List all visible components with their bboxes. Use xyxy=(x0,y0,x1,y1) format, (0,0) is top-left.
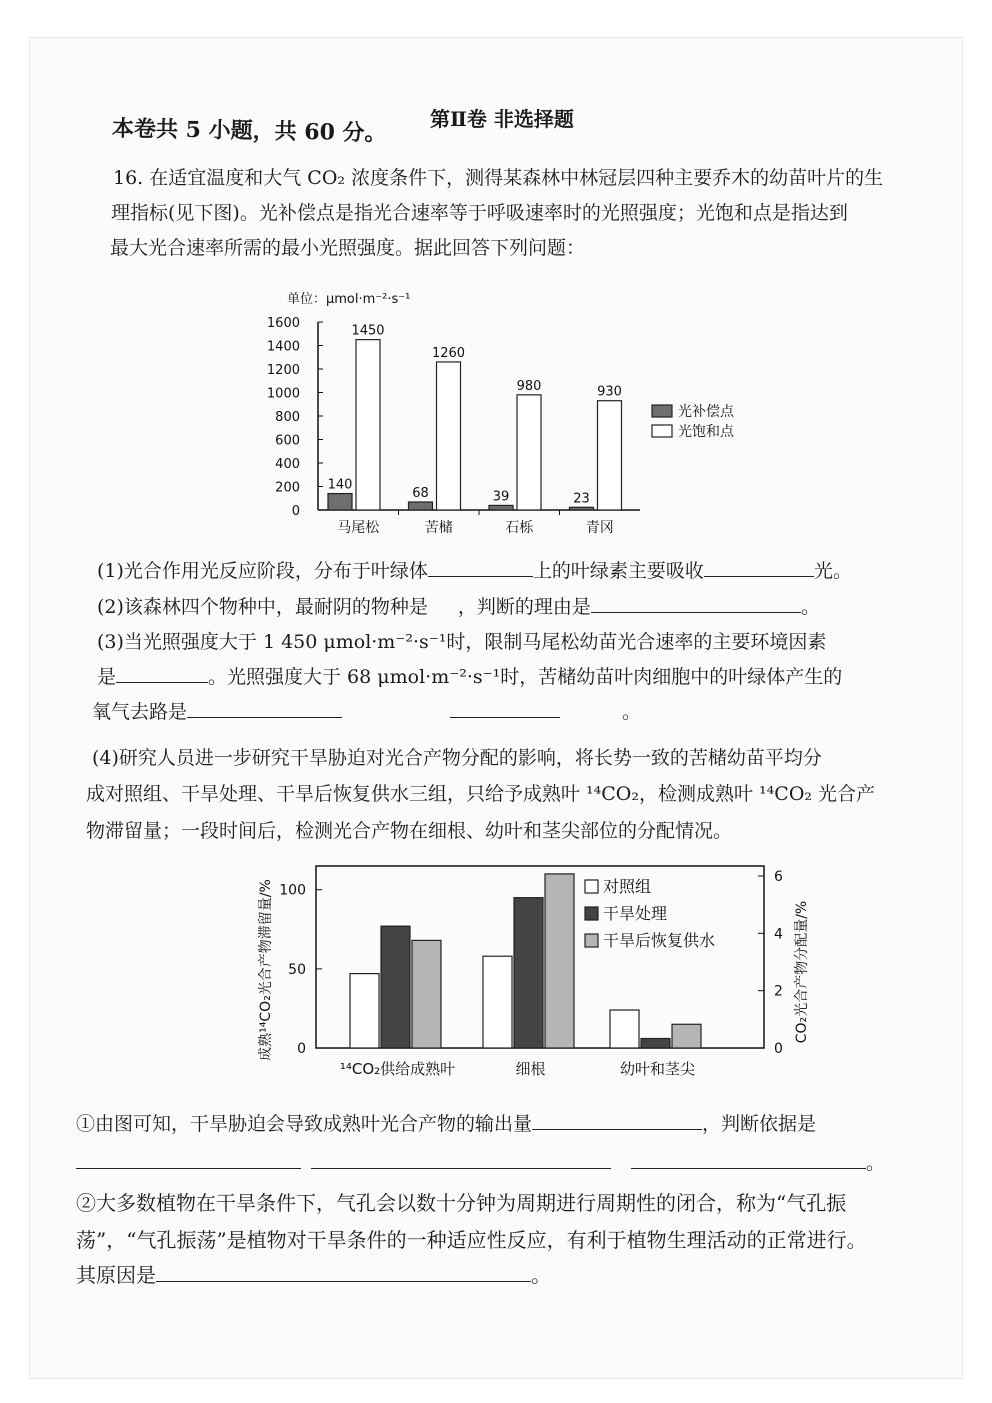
chart1-bar-value-label: 140 xyxy=(327,477,353,493)
q16-stem-line3: 最大光合速率所需的最小光照强度。据此回答下列问题： xyxy=(110,237,586,259)
chart2-legend-label: 干旱后恢复供水 xyxy=(603,931,716,950)
chart2-legend-swatch xyxy=(585,907,598,920)
chart1-bar xyxy=(356,340,380,510)
chart2-category-label: 幼叶和茎尖 xyxy=(619,1060,696,1078)
q3-text-b: 是 xyxy=(97,666,117,688)
chart1-y-tick-label: 400 xyxy=(275,457,300,472)
sub1-line2 xyxy=(76,1150,885,1176)
chart1-bar-value-label: 1450 xyxy=(351,323,385,339)
chart1-bar xyxy=(517,395,541,510)
chart2-bar xyxy=(514,898,543,1048)
chart1-bar-value-label: 23 xyxy=(573,491,590,507)
chart2-bar xyxy=(545,874,574,1048)
q3-text-c: 。光照强度大于 68 μmol·m⁻²·s⁻¹时，苦槠幼苗叶肉细胞中的叶绿体产生的 xyxy=(208,666,843,688)
sub1-blank3[interactable] xyxy=(311,1150,611,1169)
chart2-bar xyxy=(483,956,512,1048)
q2-line xyxy=(97,594,820,620)
q1-text-c: 光。 xyxy=(813,560,852,582)
q1-blank2[interactable] xyxy=(704,558,814,577)
sub1-text-a: ①由图可知，干旱胁迫会导致成熟叶光合产物的输出量 xyxy=(76,1113,533,1135)
chart1-bar-value-label: 930 xyxy=(597,384,622,400)
chart1-category-label: 马尾松 xyxy=(337,520,380,536)
chart1-legend-label: 光饱和点 xyxy=(678,424,734,440)
sub2-line1: ②大多数植物在干旱条件下，气孔会以数十分钟为周期进行周期性的闭合，称为“气孔振 xyxy=(76,1191,847,1215)
light-point-chart xyxy=(240,278,780,550)
chart2-category-label: 细根 xyxy=(515,1060,546,1078)
sub2-blank[interactable] xyxy=(156,1263,531,1282)
q3-blank1[interactable] xyxy=(116,664,208,683)
sub2-line3 xyxy=(76,1262,551,1288)
chart1-legend-swatch xyxy=(652,405,672,417)
q16-stem-line1: 16. 在适宜温度和大气 CO₂ 浓度条件下，测得某森林中林冠层四种主要乔木的幼苗叶片的生 xyxy=(113,167,884,189)
q3-blank3[interactable] xyxy=(450,699,560,718)
q3-blank2[interactable] xyxy=(187,699,342,718)
chart2-y-right-tick-label: 0 xyxy=(774,1041,783,1057)
sub1-text-b: ，判断依据是 xyxy=(702,1113,817,1135)
q2-text-b: ，判断的理由是 xyxy=(457,596,591,618)
chart1-y-tick-label: 1600 xyxy=(266,316,300,331)
chart2-y-right-tick-label: 2 xyxy=(774,983,783,1000)
chart2-y-right-tick-label: 6 xyxy=(774,869,783,885)
sub1-end: 。 xyxy=(866,1152,886,1174)
chart1-bar xyxy=(328,494,352,510)
q3-line2 xyxy=(97,664,842,690)
chart1-bar xyxy=(598,401,622,510)
chart1-bar xyxy=(489,505,513,510)
chart1-category-label: 石栎 xyxy=(505,520,534,536)
chart1-bar xyxy=(437,362,461,510)
chart1-y-tick-label: 1400 xyxy=(266,339,300,355)
chart1-bar-value-label: 68 xyxy=(412,486,429,502)
chart2-bar xyxy=(641,1039,670,1048)
q4-line2: 成对照组、干旱处理、干旱后恢复供水三组，只给予成熟叶 ¹⁴CO₂，检测成熟叶 ¹⁴CO₂ 光合产 xyxy=(86,783,876,805)
chart2-bars xyxy=(350,874,701,1048)
chart2-bar xyxy=(350,974,379,1048)
chart2-y-right-tick-label: 4 xyxy=(774,926,783,943)
chart1-y-tick-label: 1200 xyxy=(266,363,300,378)
chart1-bar xyxy=(409,502,433,510)
chart1-bar-value-label: 39 xyxy=(492,489,510,505)
chart2-y-left-tick-label: 0 xyxy=(297,1041,306,1057)
q1-text-a: (1)光合作用光反应阶段，分布于叶绿体 xyxy=(97,560,428,582)
chart1-unit-label: 单位：μmol·m⁻²·s⁻¹ xyxy=(287,292,411,307)
chart2-bar xyxy=(412,940,441,1048)
chart2-legend-swatch xyxy=(585,934,598,947)
q1-line xyxy=(97,558,852,584)
q16-stem-line2: 理指标(见下图)。光补偿点是指光合速率等于呼吸速率时的光照强度；光饱和点是指达到 xyxy=(111,202,848,224)
chart1-bars xyxy=(328,324,622,510)
chart2-category-label: ¹⁴CO₂供给成熟叶 xyxy=(339,1060,456,1078)
chart1-y-tick-label: 800 xyxy=(275,410,300,425)
chart1-y-tick-label: 200 xyxy=(275,480,300,496)
chart1-bar-value-label: 1260 xyxy=(431,345,466,361)
chart1-y-tick-label: 1000 xyxy=(266,386,300,402)
q2-text-a: (2)该森林四个物种中，最耐阴的物种是 xyxy=(97,596,428,618)
section-title: 第Ⅱ卷 非选择题 xyxy=(430,107,574,131)
chart2-legend-label: 干旱处理 xyxy=(603,904,668,923)
q4-line3: 物滞留量；一段时间后，检测光合产物在细根、幼叶和茎尖部位的分配情况。 xyxy=(86,820,733,842)
chart1-y-tick-label: 0 xyxy=(291,504,300,519)
sub1-blank2[interactable] xyxy=(76,1150,301,1169)
chart2-ylabel-left: 成熟¹⁴CO₂光合产物滞留量/% xyxy=(258,879,274,1061)
section-intro: 本卷共 5 小题，共 60 分。 xyxy=(111,115,387,147)
q2-blank1[interactable] xyxy=(428,595,458,613)
chart2-y-left-tick-label: 50 xyxy=(288,961,306,978)
q2-end: 。 xyxy=(800,596,820,618)
q3-line1: (3)当光照强度大于 1 450 μmol·m⁻²·s⁻¹时，限制马尾松幼苗光合速率的主要环境因素 xyxy=(97,631,827,653)
chart1-legend-swatch xyxy=(652,425,672,437)
sub2-line2: 荡”，“气孔振荡”是植物对干旱条件的一种适应性反应，有利于植物生理活动的正常进行。 xyxy=(76,1228,867,1252)
chart2-y-left-tick-label: 100 xyxy=(279,882,306,899)
chart2-legend-label: 对照组 xyxy=(603,877,652,896)
chart1-category-label: 苦槠 xyxy=(424,520,453,536)
q3-line3 xyxy=(92,699,641,725)
chart2-bar xyxy=(672,1024,701,1048)
chart1-y-tick-label: 600 xyxy=(275,433,300,449)
chart2-legend-swatch xyxy=(585,880,598,893)
q4-line1: (4)研究人员进一步研究干旱胁迫对光合产物分配的影响，将长势一致的苦槠幼苗平均分 xyxy=(92,747,822,769)
q3-end: 。 xyxy=(622,701,642,723)
sub2-end: 。 xyxy=(531,1263,551,1287)
drought-allocation-chart xyxy=(240,852,820,1102)
chart1-category-label: 青冈 xyxy=(585,520,614,536)
chart1-bar xyxy=(570,507,594,510)
sub1-line1 xyxy=(76,1111,816,1137)
chart1-legend xyxy=(652,403,735,440)
chart2-legend xyxy=(585,877,715,950)
q2-blank2[interactable] xyxy=(591,594,801,613)
chart2-ylabel-right: CO₂光合产物分配量/% xyxy=(794,900,810,1044)
chart2-bar xyxy=(610,1010,639,1048)
sub1-blank4[interactable] xyxy=(631,1150,866,1169)
q1-text-b: 上的叶绿素主要吸收 xyxy=(532,560,704,582)
sub1-blank1[interactable] xyxy=(532,1111,702,1130)
sub2-text-a: 其原因是 xyxy=(76,1263,156,1287)
chart1-bar-value-label: 980 xyxy=(516,378,542,394)
q3-text-d: 氧气去路是 xyxy=(92,701,188,723)
q1-blank1[interactable] xyxy=(428,558,533,577)
chart1-legend-label: 光补偿点 xyxy=(678,404,734,420)
chart2-bar xyxy=(381,926,410,1048)
